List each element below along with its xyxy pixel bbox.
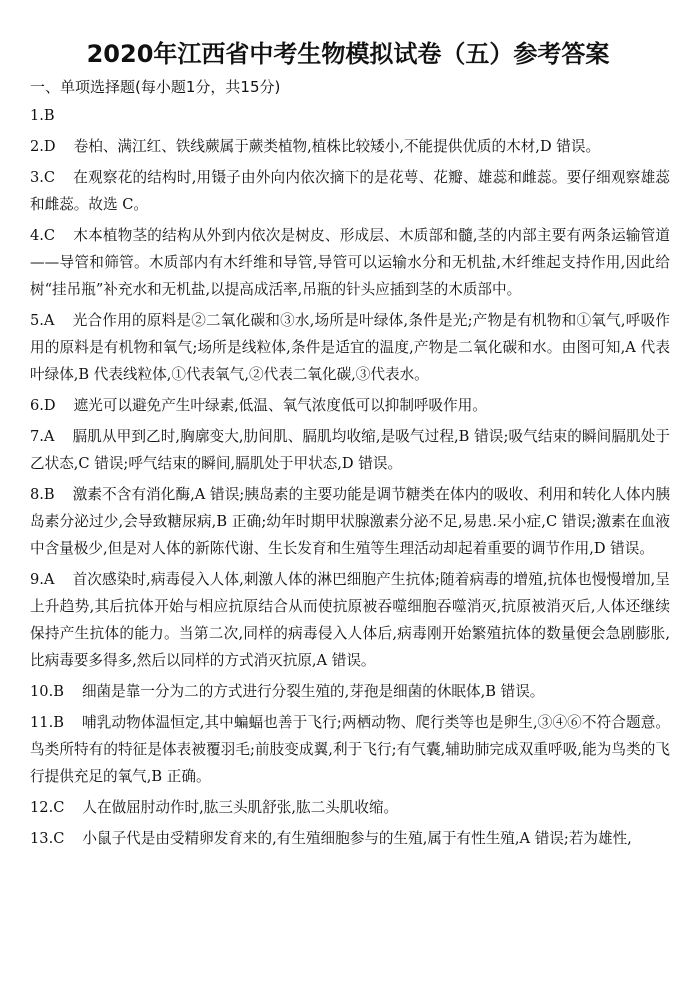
answer-number: 3.C [30, 169, 56, 186]
answer-item [30, 825, 670, 852]
answer-number: 1.B [30, 107, 55, 124]
answer-explanation: 小鼠子代是由受精卵发育来的,有生殖细胞参与的生殖,属于有性生殖,A 错误;若为雄性, [82, 830, 632, 847]
section-heading: 一、单项选择题(每小题1分，共15分) [30, 78, 281, 96]
answer-number: 13.C [30, 830, 65, 847]
answer-number: 8.B [30, 486, 55, 503]
answer-item [30, 133, 670, 160]
answer-item [30, 709, 670, 790]
answer-item [30, 481, 670, 562]
answer-item [30, 566, 670, 674]
answer-item [30, 678, 670, 705]
answer-number: 11.B [30, 714, 64, 731]
answer-item [30, 102, 670, 129]
answer-item [30, 307, 670, 388]
answer-number: 7.A [30, 428, 55, 445]
answer-explanation: 首次感染时,病毒侵入人体,刺激人体的淋巴细胞产生抗体;随着病毒的增殖,抗体也慢慢增加,呈上升趋势,其后抗体开始与相应抗原结合从而使抗原被吞噬细胞吞噬消灭,抗原被消灭后,人体还继续保持产生抗体的能力。当第二次,同样的病毒侵入人体后,病毒刚开始繁殖抗体的数量便会急剧膨胀,比病毒要多得多,然后以同样的方式消灭抗原,A 错误。 [30, 571, 670, 669]
answer-explanation: 光合作用的原料是②二氧化碳和③水,场所是叶绿体,条件是光;产物是有机物和①氧气,呼吸作用的原料是有机物和氧气;场所是线粒体,条件是适宜的温度,产物是二氧化碳和水。由图可知,A 代表叶绿体,B 代表线粒体,①代表氧气,②代表二氧化碳,③代表水。 [30, 312, 670, 383]
answer-explanation: 人在做屈肘动作时,肱三头肌舒张,肱二头肌收缩。 [82, 799, 399, 816]
answer-item [30, 392, 670, 419]
answer-explanation: 遮光可以避免产生叶绿素,低温、氧气浓度低可以抑制呼吸作用。 [73, 397, 487, 414]
answer-item [30, 794, 670, 821]
answer-explanation: 膈肌从甲到乙时,胸廓变大,肋间肌、膈肌均收缩,是吸气过程,B 错误;吸气结束的瞬间膈肌处于乙状态,C 错误;呼气结束的瞬间,膈肌处于甲状态,D 错误。 [30, 428, 670, 472]
answer-number: 10.B [30, 683, 64, 700]
answer-number: 6.D [30, 397, 56, 414]
answer-list [30, 102, 670, 856]
answer-explanation: 哺乳动物体温恒定,其中蝙蝠也善于飞行;两栖动物、爬行类等也是卵生,③④⑥不符合题意。鸟类所特有的特征是体表被覆羽毛;前肢变成翼,利于飞行;有气囊,辅助肺完成双重呼吸,能为鸟类的飞行提供充足的氧气,B 正确。 [30, 714, 670, 785]
answer-number: 2.D [30, 138, 56, 155]
answer-explanation: 卷柏、满江红、铁线蕨属于蕨类植物,植株比较矮小,不能提供优质的木材,D 错误。 [73, 138, 601, 155]
answer-explanation: 在观察花的结构时,用镊子由外向内依次摘下的是花萼、花瓣、雄蕊和雌蕊。要仔细观察雄蕊和雌蕊。故选 C。 [30, 169, 670, 213]
answer-explanation: 木本植物茎的结构从外到内依次是树皮、形成层、木质部和髓,茎的内部主要有两条运输管道——导管和筛管。木质部内有木纤维和导管,导管可以运输水分和无机盐,木纤维起支持作用,因此给树“挂吊瓶”补充水和无机盐,以提高成活率,吊瓶的针头应插到茎的木质部中。 [30, 227, 670, 298]
answer-item [30, 222, 670, 303]
answer-item [30, 423, 670, 477]
answer-explanation: 细菌是靠一分为二的方式进行分裂生殖的,芽孢是细菌的休眠体,B 错误。 [81, 683, 545, 700]
answer-number: 4.C [30, 227, 56, 244]
answer-number: 12.C [30, 799, 65, 816]
answer-explanation: 激素不含有消化酶,A 错误;胰岛素的主要功能是调节糖类在体内的吸收、利用和转化人体内胰岛素分泌过少,会导致糖尿病,B 正确;幼年时期甲状腺激素分泌不足,易患.呆小症,C 错误;激素在血液中含量极少,但是对人体的新陈代谢、生长发育和生殖等生理活动却起着重要的调节作用,D 错误。 [30, 486, 670, 557]
document-title: 2020年江西省中考生物模拟试卷（五）参考答案 [86, 40, 610, 68]
answer-number: 5.A [30, 312, 55, 329]
answer-number: 9.A [30, 571, 55, 588]
answer-item [30, 164, 670, 218]
